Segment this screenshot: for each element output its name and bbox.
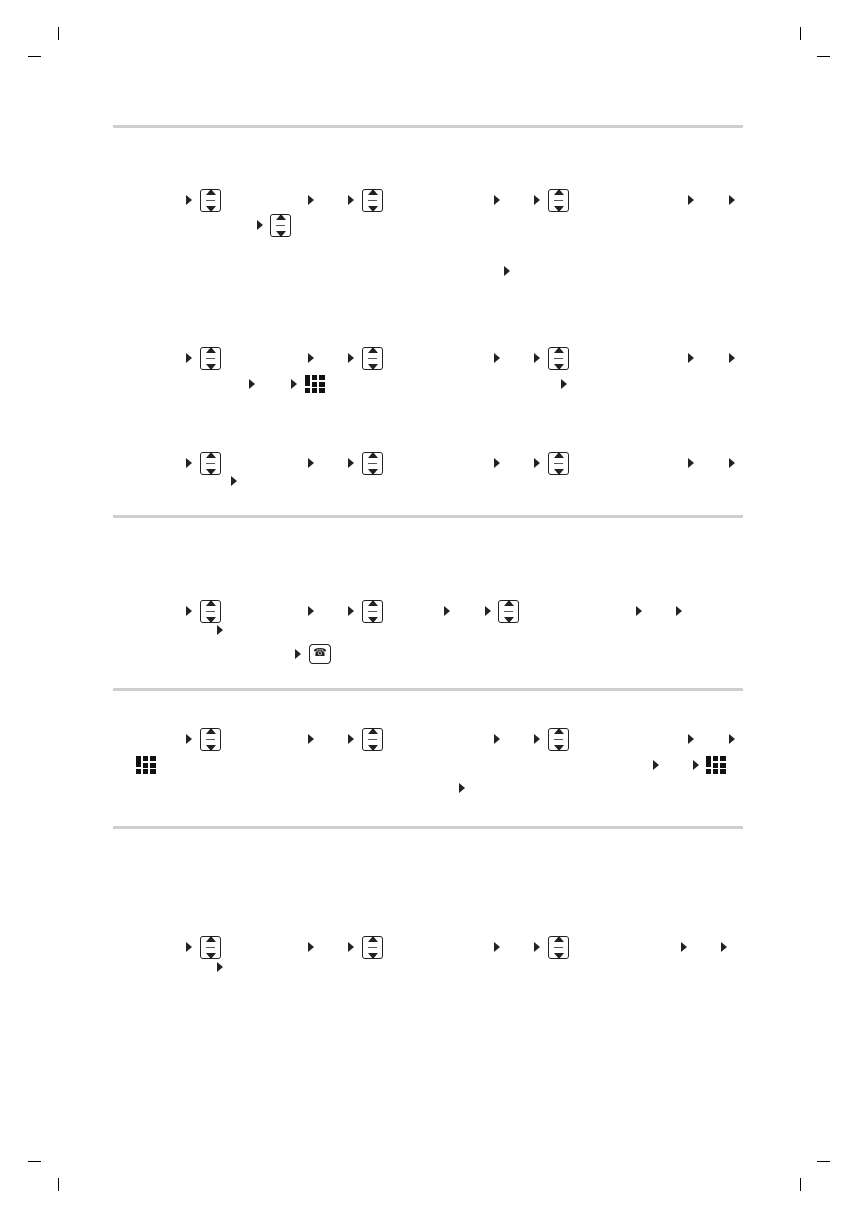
- step-arrow-icon: [186, 942, 192, 952]
- section-divider: [113, 125, 743, 128]
- navigation-key-icon: [200, 936, 221, 959]
- step-arrow-icon: [676, 606, 682, 616]
- step-arrow-icon: [186, 734, 192, 744]
- step-arrow-icon: [249, 379, 255, 389]
- step-arrow-icon: [295, 649, 301, 659]
- crop-mark: [58, 27, 59, 40]
- navigation-key-icon: [200, 189, 221, 212]
- navigation-key-icon: [362, 600, 383, 623]
- step-arrow-icon: [534, 942, 540, 952]
- crop-mark: [28, 56, 41, 57]
- step-arrow-icon: [348, 942, 354, 952]
- step-arrow-icon: [653, 760, 659, 770]
- navigation-key-icon: [200, 452, 221, 475]
- step-arrow-icon: [308, 942, 314, 952]
- step-arrow-icon: [534, 458, 540, 468]
- step-arrow-icon: [729, 458, 735, 468]
- step-arrow-icon: [681, 942, 687, 952]
- step-arrow-icon: [186, 353, 192, 363]
- navigation-key-icon: [362, 452, 383, 475]
- navigation-key-icon: [362, 189, 383, 212]
- step-arrow-icon: [257, 220, 263, 230]
- navigation-key-icon: [362, 936, 383, 959]
- crop-mark: [58, 1178, 59, 1191]
- step-arrow-icon: [348, 353, 354, 363]
- navigation-key-icon: [200, 728, 221, 751]
- step-arrow-icon: [688, 353, 694, 363]
- navigation-key-icon: [362, 728, 383, 751]
- step-arrow-icon: [494, 195, 500, 205]
- navigation-key-icon: [270, 214, 291, 237]
- step-arrow-icon: [636, 606, 642, 616]
- step-arrow-icon: [688, 195, 694, 205]
- step-arrow-icon: [721, 942, 727, 952]
- step-arrow-icon: [494, 458, 500, 468]
- step-arrow-icon: [308, 734, 314, 744]
- navigation-key-icon: [498, 600, 519, 623]
- step-arrow-icon: [693, 760, 699, 770]
- step-arrow-icon: [688, 734, 694, 744]
- step-arrow-icon: [308, 606, 314, 616]
- step-arrow-icon: [561, 379, 567, 389]
- step-arrow-icon: [494, 942, 500, 952]
- keypad-icon: [135, 755, 157, 775]
- crop-mark: [817, 1161, 830, 1162]
- step-arrow-icon: [291, 379, 297, 389]
- navigation-key-icon: [548, 189, 569, 212]
- step-arrow-icon: [534, 353, 540, 363]
- navigation-key-icon: [362, 347, 383, 370]
- section-divider: [113, 826, 743, 829]
- step-arrow-icon: [308, 195, 314, 205]
- crop-mark: [817, 56, 830, 57]
- step-arrow-icon: [504, 266, 510, 276]
- step-arrow-icon: [494, 353, 500, 363]
- step-arrow-icon: [534, 195, 540, 205]
- keypad-icon: [304, 374, 326, 394]
- section-divider: [113, 688, 743, 691]
- step-arrow-icon: [348, 606, 354, 616]
- step-arrow-icon: [186, 458, 192, 468]
- step-arrow-icon: [459, 783, 465, 793]
- step-arrow-icon: [308, 458, 314, 468]
- step-arrow-icon: [348, 195, 354, 205]
- crop-mark: [800, 27, 801, 40]
- step-arrow-icon: [688, 458, 694, 468]
- step-arrow-icon: [186, 606, 192, 616]
- step-arrow-icon: [444, 606, 450, 616]
- crop-mark: [28, 1161, 41, 1162]
- keypad-icon: [705, 755, 727, 775]
- step-arrow-icon: [186, 195, 192, 205]
- step-arrow-icon: [348, 458, 354, 468]
- navigation-key-icon: [548, 347, 569, 370]
- navigation-key-icon: [200, 347, 221, 370]
- step-arrow-icon: [494, 734, 500, 744]
- step-arrow-icon: [308, 353, 314, 363]
- navigation-key-icon: [548, 728, 569, 751]
- step-arrow-icon: [729, 195, 735, 205]
- crop-mark: [800, 1178, 801, 1191]
- step-arrow-icon: [729, 353, 735, 363]
- section-divider: [113, 515, 743, 518]
- navigation-key-icon: [548, 452, 569, 475]
- step-arrow-icon: [217, 625, 223, 635]
- navigation-key-icon: [548, 936, 569, 959]
- step-arrow-icon: [348, 734, 354, 744]
- step-arrow-icon: [485, 606, 491, 616]
- step-arrow-icon: [729, 734, 735, 744]
- step-arrow-icon: [217, 962, 223, 972]
- step-arrow-icon: [534, 734, 540, 744]
- navigation-key-icon: [200, 600, 221, 623]
- end-call-key-icon: ☎: [309, 644, 331, 664]
- step-arrow-icon: [231, 476, 237, 486]
